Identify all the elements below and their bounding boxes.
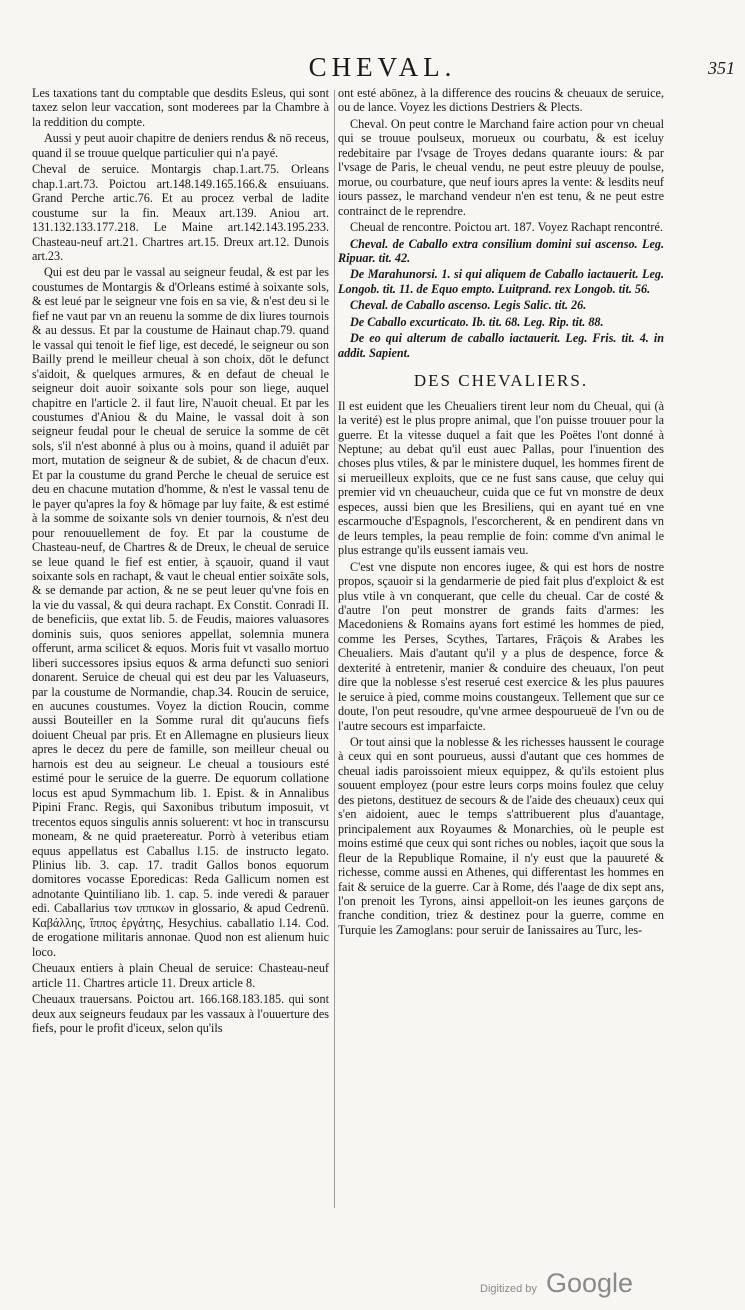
paragraph: Il est euident que les Cheualiers tirent leur nom du Cheual, qui (à la verité) est le plus propre animal, que l'on puisse trouuer pour la guerre. Et la vitesse duquel a fait que les Poëtes l'ont donné à Neptune; au debat qu'il eust auec Pallas, pour l'inuention des choses plus vtiles, & par le ministere duquel, les hommes firent de si merueilleux exploits, que ce ne fust sans cause, que celuy qui premier vid vn cheuaucheur, cuida que ce fut vn monstre de deux especes, aussi bien que les Bresiliens, qui en ayant tué en vne escarmouche d'Espagnols, l'escorcherent, & en pendirent dans vn de leurs temples, la peau remplie de foin: comme d'vn animal le plus estrange qu'ils eussent iamais veu. [338,398,664,558]
paragraph: Cheval. On peut contre le Marchand faire action pour vn cheual qui se trouue poulseux, morueux ou courbatu, & est iceluy redebitaire par l'vsage de Troyes dedans quarante iours: & par l'vsage de Paris, le cheual vendu, ne peut estre pleuuy de poulse, morue, ou courbature, que neuf iours apres la vente: & lesdits neuf iours passez, le marchand vendeur n'en est tenu, & ne peut estre contrainct de le reprendre. [338,116,664,218]
running-head: CHEVAL. [308,52,457,82]
paragraph: Les taxations tant du comptable que desdits Esleus, qui sont taxez selon leur vaccation, sont moderees par la Chambre à la reddition du compte. [32,86,329,129]
section-title: DES CHEVALIERS. [413,371,589,391]
latin-citation: Cheval. de Caballo ascenso. Legis Salic. tit. 26. [350,298,587,313]
column-divider [334,90,335,1208]
page-number: 351 [708,58,735,78]
latin-citation: Cheval. de Caballo extra consilium domini sui ascenso. Leg. Ripuar. tit. 42. [338,236,664,265]
paragraph: Cheuaux trauersans. Poictou art. 166.168.183.185. qui sont deux aux seigneurs feudaux par les vassaux à l'ouuerture des fiefs, pour le profit d'iceux, selon qu'ils [32,992,329,1035]
google-logo: Google [546,1268,634,1298]
paragraph: Aussi y peut auoir chapitre de deniers rendus & nō receus, quand il se trouue quelque particulier qui n'a payé. [32,131,329,160]
paragraph: ont esté abōnez, à la difference des roucins & cheuaux de seruice, ou de lance. Voyez les dictions Destriers & Plects. [338,86,664,115]
left-column [32,86,329,1037]
latin-citation: De Caballo excurticato. Ib. tit. 68. Leg. Rip. tit. 88. [350,314,604,329]
digitization-watermark [480,1268,710,1302]
paragraph: Or tout ainsi que la noblesse & les richesses haussent le courage à ceux qui en sont pourueus, aussi d'autant que ces hommes de cheual iadis paroissoient mieux equippez, & qu'ils estoient plus souuent employez (pour estre leurs corps moins foulez que celuy des pietons, destituez de secours & de l'aide des cheuaux) ceux qui s'en aidoient, auec le temps s'attribuerent plus d'auantage, principalement aux Royaumes & Monarchies, où le peuple est moins estimé que ceux qui sont riches ou nobles, iaçoit que sous la fleur de la Republique Romaine, il n'y eust que la pauureté & richesse, comme aussi en Athenes, qui differentast les hommes en fait & seruice de la guerre. Car à Rome, dés l'aage de dix sept ans, l'on prenoit les Tyrons, ainsi appelloit-on les ieunes garçons de franche condition, triez & destinez pour la guerre, comme en Turquie les Zamoglans: pour seruir de Ianissaires au Turc, les- [338,735,664,937]
paragraph: Qui est deu par le vassal au seigneur feudal, & est par les coustumes de Montargis & d'Orleans estimé à soixante sols, & est leué par le seigneur vne fois en sa vie, & n'est deu si le fief ne vaut par vn an reuenu la somme de dix liures tournois & au dessus. Et par la coustume de Hainaut chap.79. quand le vassal qui tenoit le fief lige, est decedé, le seigneur ou son Bailly prend le meilleur cheual à son choix, dōt le defunct s'aidoit, & quelques armures, & en defaut de cheual le seigneur doit auoir soixante sols pour son liege, auquel chapitre en l'article 2. il faut lire, N'auoit cheual. Et par les coustumes d'Aniou & du Maine, le vassal doit à son seigneur feudal pour le cheual de seruice la somme de cēt sols, s'il n'est abonné à plus ou à moins, quand il aduiēt par mort, mutation de seigneur & de subiet, & de chacun d'eux. Et par la coustume du grand Perche le cheual de seruice est deu en chacune mutation d'homme, & n'est le vassal tenu de le payer qu'apres la foy & hōmage par luy faite, & est estimé à la somme de soixante sols vn denier tournois, & n'est deu pour renouuellement de foy. Et par la coustume de Chasteau-neuf, de Chartres & de Dreux, le cheual de seruice se leue quand le fief est entier, à sçauoir, quand il vaut soixante sols en rachapt, & vaut le cheual entier soixāte sols, & se demande par action, & ne se peut leuer qu'vne fois en la vie du vassal, & qui deura rachapt. Ex Constit. Conradi II. de beneficiis, que extat lib. 5. de Feudis, maiores valuasores dominis suis, quos seniores appellat, solemnia munera offerunt, arma scilicet & equos. Moris fuit vt vasallo mortuo liberi successores ipsius equos & arma defuncti suo seniori donarent. Seruice de cheual qui est deu par les Valuaseurs, par la coustume de Normandie, chap.34. Roucin de seruice, en aucunes coustumes. Voyez la diction Roucin, comme aussi Bouteiller en la Somme rural dit qu'aucuns fiefs doiuent Cheual par pris. Et en Allemagne en plusieurs lieux apres le decez du pere de famille, son meilleur cheual ou harnois est deu au seigneur. Le cheual a tousiours esté estimé pour le seruice de la guerre. De equorum collatione locus est apud Symmachum lib. 1. Epist. & in Annalibus Pipini Franc. Regis, qui Saxonibus tributum imposuit, vt trecentos equos singulis annis soluerent: vt hoc in transcursu moneam, & ne quid praetereatur. Porrò à veteribus etiam equus appellatus est Caballus l.15. de instructo legato. Plinius lib. 3. cap. 17. tradit Gallos bonos equorum domitores vocasse Eporedicas: Reda Gallicum nomen est adnotante Quintiliano lib. 1. cap. 5. inde veredi & parauer edi. Caballarius των ιππικων in glossario, & apud Cedrenū. Καβάλλης, ἵππος ἐργάτης, Hesychius. caballatio l.14. Cod. de erogatione militaris annonae. Quod non est alienum huic loco. [32,265,329,959]
right-column [338,86,664,939]
watermark-prefix: Digitized by [480,1283,537,1295]
latin-citation: De eo qui alterum de caballo iactauerit. Leg. Fris. tit. 4. in addit. Sapient. [338,331,664,360]
paragraph: Cheval de seruice. Montargis chap.1.art.75. Orleans chap.1.art.73. Poictou art.148.149.165.166.& ensuiuans. Grand Perche artic.76. Et au procez verbal de ladite coustume sur la fin. Meaux art.139. Aniou art. 131.132.133.177.218. Le Maine art.142.143.195.233. Chasteau-neuf art.21. Chartres art.15. Dreux art.12. Dunois art.23. [32,162,329,263]
paragraph: Cheual de rencontre. Poictou art. 187. Voyez Rachapt rencontré. [350,220,663,235]
latin-citation: De Marahunorsi. 1. si qui aliquem de Caballo iactauerit. Leg. Longob. tit. 11. de Equo empto. Luitprand. rex Longob. tit. 56. [338,267,664,296]
page-header [30,48,735,88]
paragraph: C'est vne dispute non encores iugee, & qui est hors de nostre propos, sçauoir si la gendarmerie de pied fait plus d'exploict & est plus vtile à vn conquerant, que celle du cheual. Car de costé & d'autre l'on peut monstrer de grands faits d'armes: les Macedoniens & Romains ayans fort estimé les hommes de pied, comme les Perses, Scythes, Tartares, Frāçois & Arabes les Cheualiers. Mais d'autant qu'il y a plus de despence, force & dexterité à entretenir, manier & conduire des cheuaux, l'on peut dire que la noblesse s'est reserué cest exercice & les plus pauures le seruice à pied, comme moins coustangeux. Tellement que sur ce doute, l'on peut resoudre, qu'vne armee despourueuë de l'vn ou de l'autre secours est imparfaicte. [338,559,664,733]
paragraph: Cheuaux entiers à plain Cheual de seruice: Chasteau-neuf article 11. Chartres article 11. Dreux article 8. [32,961,329,990]
